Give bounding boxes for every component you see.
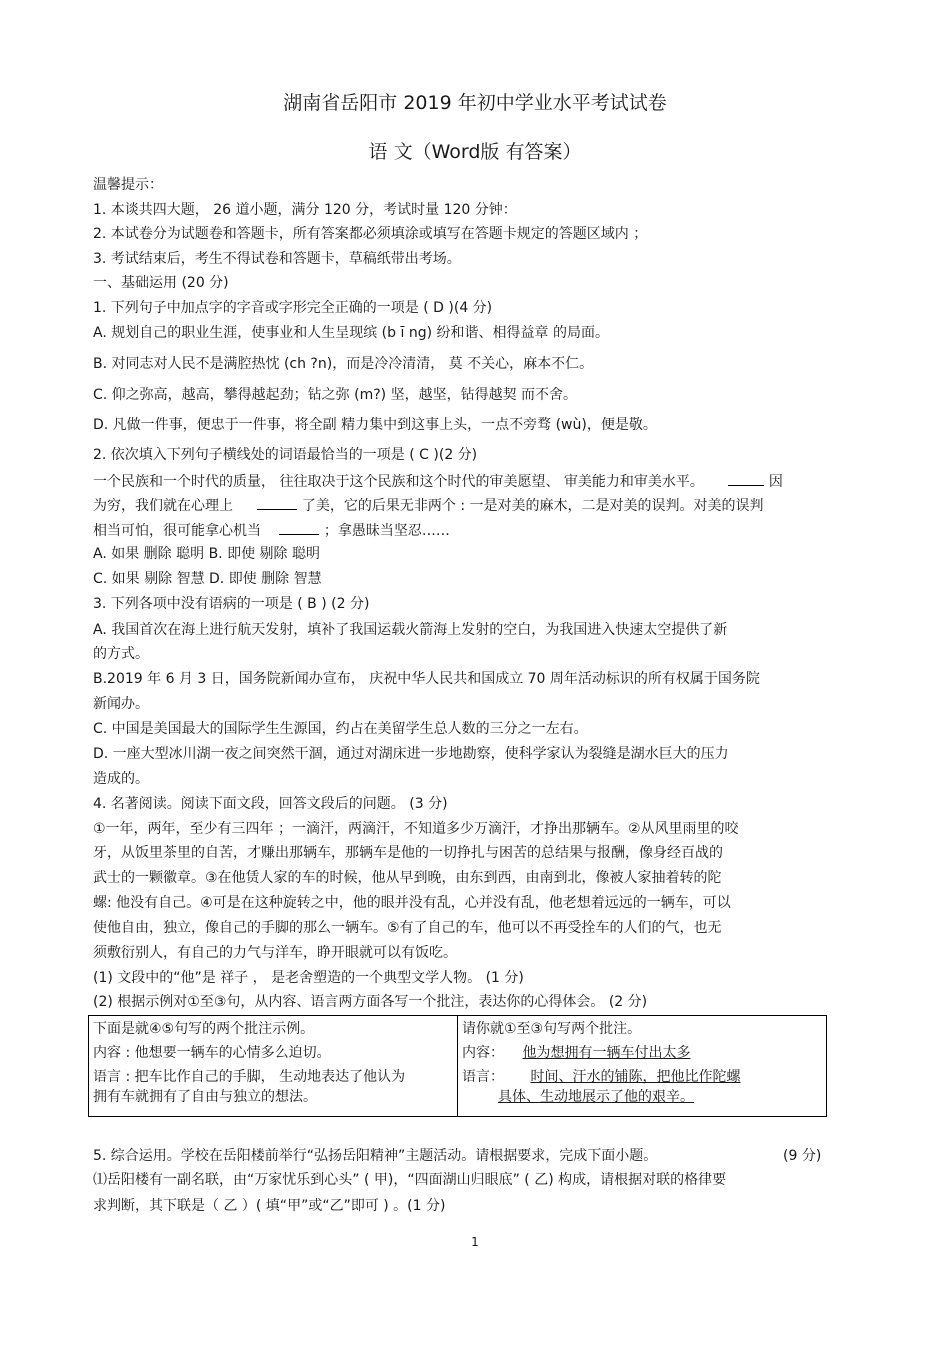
passage-text: 一个民族和一个时代的质量， 往往取决于这个民族和这个时代的审美愿望、 审美能力和审美水平。 — [93, 474, 704, 490]
question-3-option-d: 造成的。 — [93, 771, 149, 787]
question-3-option-c: C. 中国是美国最大的国际学生生源国，约占在美留学生总人数的三分之一左右。 — [93, 721, 588, 737]
question-3-option-d: D. 一座大型冰川湖一夜之间突然干涸，通过对湖床进一步地勘察，使科学家认为裂缝是湖水巨大的压力 — [93, 746, 729, 762]
example-heading: 下面是就④⑤句写的两个批注示例。 — [93, 1021, 315, 1037]
notice-heading: 温馨提示： — [93, 177, 163, 193]
content-label: 内容： — [462, 1045, 504, 1061]
passage-line: 螺: 他没有自己。④可是在这种旋转之中，他的眼并没有乱，心并没有乱，他老想着远远的一辆车，可以 — [93, 895, 731, 911]
section-heading: 一、基础运用 (20 分) — [93, 275, 229, 291]
passage-text: ；拿愚昧当坚忍…… — [323, 523, 450, 539]
fill-blank — [279, 520, 319, 535]
annotation-table — [88, 1015, 827, 1117]
question-4-stem: 4. 名著阅读。阅读下面文段，回答文段后的问题。 (3 分) — [93, 796, 448, 812]
answer-content-row — [462, 1044, 822, 1062]
question-3-option-b: B.2019 年 6 月 3 日，国务院新闻办宣布， 庆祝中华人民共和国成立 70 周年活动标识的所有权属于国务院 — [93, 671, 760, 687]
language-answer: 具体、生动地展示了他的艰辛。 — [498, 1089, 694, 1105]
example-annotations-cell — [89, 1016, 458, 1117]
passage-line: 须敷衍别人，有自己的力气与洋车，睁开眼就可以有饭吃。 — [93, 945, 457, 961]
example-language-note: 语言 : 把车比作自己的手脚， 生动地表达了他认为 — [93, 1069, 406, 1085]
question-1-option-c: C. 仰之弥高，越高，攀得越起劲；钻之弥 (m?) 坚，越坚，钻得越契 而不舍。 — [93, 387, 578, 403]
question-2-passage-line — [93, 520, 450, 540]
question-3-option-a: A. 我国首次在海上进行航天发射，填补了我国运载火箭海上发射的空白，为我国进入快速太空提供了新 — [93, 622, 728, 638]
passage-line: ①一年，两年，至少有三四年 ；一滴汗，两滴汗，不知道多少万滴汗，才挣出那辆车。②从风里雨里的咬 — [93, 821, 739, 837]
passage-text: 因 — [768, 474, 783, 490]
question-2-stem: 2. 依次填入下列句子横线处的词语最恰当的一项是 ( C )(2 分) — [93, 447, 478, 463]
question-4-sub-1: (1) 文段中的“他”是 祥子 ， 是老舍塑造的一个典型文学人物。 (1 分) — [93, 970, 524, 986]
notice-item: 3. 考试结束后，考生不得试卷和答题卡，草稿纸带出考场。 — [93, 251, 461, 267]
example-content-note: 内容 : 他想要一辆车的心情多么迫切。 — [93, 1045, 331, 1061]
passage-text: 为穷，我们就在心理上 — [93, 498, 233, 514]
question-5-points: (9 分) — [783, 1148, 822, 1164]
passage-line: 武士的一颗徽章。③在他赁人家的车的时候，他从早到晚，由东到西，由南到北，像被人家抽着转的陀 — [93, 870, 722, 886]
content-answer: 他为想拥有一辆车付出太多 — [522, 1045, 691, 1061]
question-3-stem: 3. 下列各项中没有语病的一项是 ( B ) (2 分) — [93, 596, 370, 612]
page-number: 1 — [471, 1235, 479, 1249]
question-5-stem: 5. 综合运用。学校在岳阳楼前举行“弘扬岳阳精神”主题活动。请根据要求，完成下面小题。 — [93, 1148, 658, 1164]
question-1-option-a: A. 规划自己的职业生涯，使事业和人生呈现缤 (b ī ng) 纷和谐、相得益章 的局面。 — [93, 325, 609, 341]
passage-text: 了美，它的后果无非两个 : 一是对美的麻木，二是对美的误判。对美的误判 — [301, 498, 764, 514]
question-1-option-b: B. 对同志对人民不是满腔热忱 (ch ?n)，而是冷冷清清， 莫 不关心，麻本不仁。 — [93, 356, 594, 372]
language-answer: 时间、汗水的铺陈，把他比作陀螺 — [530, 1069, 741, 1085]
passage-line: 牙，从饭里茶里的自苦，才赚出那辆车，那辆车是他的一切挣扎与困苦的总结果与报酬，像身经百战的 — [93, 845, 723, 861]
answer-language-row — [462, 1068, 822, 1086]
example-language-note: 拥有车就拥有了自由与独立的想法。 — [93, 1089, 317, 1105]
question-3-option-a: 的方式。 — [93, 646, 149, 662]
answer-annotations-cell — [458, 1016, 827, 1117]
question-5-sub-1: ⑴岳阳楼有一副名联，由“万家忧乐到心头” ( 甲)，“四面湖山归眼底” ( 乙) 构成，请根据对联的格律要 — [93, 1172, 727, 1188]
question-2-passage-line — [93, 495, 764, 515]
question-2-options: A. 如果 删除 聪明 B. 即使 剔除 聪明 — [93, 546, 320, 562]
fill-blank — [728, 471, 764, 486]
notice-item: 1. 本谈共四大题， 26 道小题，满分 120 分，考试时量 120 分钟： — [93, 202, 517, 218]
passage-text: 相当可怕，很可能拿心机当 — [93, 523, 261, 539]
question-4-sub-2: (2) 根据示例对①至③句，从内容、语言两方面各写一个批注，表达你的心得体会。 (2 分) — [93, 994, 648, 1010]
question-2-options: C. 如果 剔除 智慧 D. 即使 删除 智慧 — [93, 571, 322, 587]
notice-item: 2. 本试卷分为试题卷和答题卡，所有答案都必须填涂或填写在答题卡规定的答题区域内 ； — [93, 226, 648, 242]
document-subtitle: 语 文（Word版 有答案） — [368, 141, 582, 163]
language-label: 语言： — [462, 1069, 504, 1085]
question-3-option-b: 新闻办。 — [93, 696, 149, 712]
question-2-passage-line — [93, 471, 783, 491]
answer-heading: 请你就①至③句写两个批注。 — [462, 1021, 642, 1037]
fill-blank — [257, 495, 297, 510]
question-5-sub-1: 求判断，其下联是（ 乙 ）( 填“甲”或“乙”即可 ) 。(1 分) — [93, 1198, 446, 1214]
document-title: 湖南省岳阳市 2019 年初中学业水平考试试卷 — [283, 92, 667, 114]
question-1-option-d: D. 凡做一件事，便忠于一件事，将全副 精力集中到这事上头，一点不旁骛 (wù)，便是敬。 — [93, 417, 657, 433]
passage-line: 使他自由，独立，像自己的手脚的那么一辆车。⑤有了自己的车，他可以不再受拴车的人们的气，也无 — [93, 920, 722, 936]
question-1-stem: 1. 下列句子中加点字的字音或字形完全正确的一项是 ( D )(4 分) — [93, 300, 493, 316]
